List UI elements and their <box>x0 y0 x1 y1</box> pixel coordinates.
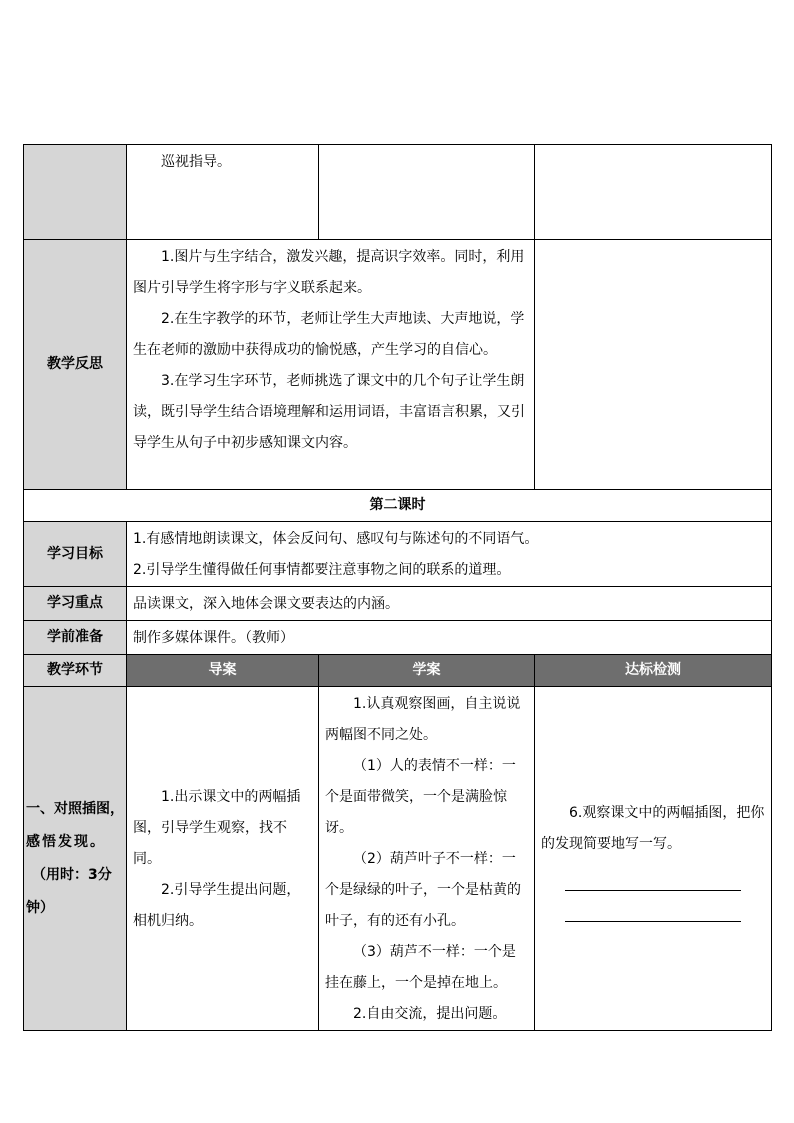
study-item: 1.认真观察图画，自主说说两幅图不同之处。 <box>325 696 521 743</box>
lesson-title: 第二课时 <box>24 490 772 522</box>
reflection-empty-cell <box>535 240 772 490</box>
lesson-title-row <box>24 490 772 522</box>
reflection-row <box>24 240 772 490</box>
focus-text: 品读课文，深入地体会课文要表达的内涵。 <box>127 587 772 621</box>
study-item: （1）人的表情不一样：一个是面带微笑，一个是满脸惊讶。 <box>325 758 516 836</box>
study-item: （2）葫芦叶子不一样：一个是绿绿的叶子，一个是枯黄的叶子，有的还有小孔。 <box>325 851 521 929</box>
goal-item: 2.引导学生懂得做任何事情都要注意事物之间的联系的道理。 <box>133 562 511 578</box>
guide-item: 2.引导学生提出问题，相机归纳。 <box>133 882 301 929</box>
prep-text: 制作多媒体课件。（教师） <box>127 621 772 655</box>
stage-cell <box>24 687 127 1031</box>
guide-cell <box>127 687 319 1031</box>
stage-line: 钟） <box>26 899 54 916</box>
guide-item: 1.出示课文中的两幅插图，引导学生观察，找不同。 <box>133 789 301 867</box>
reflection-content <box>127 240 535 490</box>
prep-label: 学前准备 <box>24 621 127 655</box>
prep-row <box>24 621 772 655</box>
goals-label: 学习目标 <box>24 522 127 587</box>
column-header-row <box>24 655 772 687</box>
stage-line: 感悟发现。 <box>26 833 106 850</box>
header-study: 学案 <box>319 655 535 687</box>
reflection-paragraph: 3.在学习生字环节，老师挑选了课文中的几个句子让学生朗读，既引导学生结合语境理解和运用词语，丰富语言积累，又引导学生从句子中初步感知课文内容。 <box>133 373 525 451</box>
study-item: 2.自由交流，提出问题。 <box>353 1006 507 1022</box>
focus-label: 学习重点 <box>24 587 127 621</box>
focus-row <box>24 587 772 621</box>
header-check: 达标检测 <box>535 655 772 687</box>
header-guide: 导案 <box>127 655 319 687</box>
header-stage: 教学环节 <box>24 655 127 687</box>
continuation-study-cell <box>319 145 535 240</box>
section-row <box>24 687 772 1031</box>
check-cell <box>535 687 772 1031</box>
study-cell <box>319 687 535 1031</box>
reflection-label: 教学反思 <box>24 240 127 490</box>
continuation-text: 巡视指导。 <box>161 154 231 170</box>
goals-content <box>127 522 772 587</box>
answer-line <box>565 921 741 922</box>
continuation-guide-cell <box>127 145 319 240</box>
continuation-row <box>24 145 772 240</box>
stage-line: 一、对照插图， <box>26 800 124 817</box>
stage-line: （用时：3分 <box>32 866 112 883</box>
goal-item: 1.有感情地朗读课文，体会反问句、感叹句与陈述句的不同语气。 <box>133 531 539 547</box>
study-item: （3）葫芦不一样：一个是挂在藤上，一个是掉在地上。 <box>325 944 516 991</box>
reflection-paragraph: 2.在生字教学的环节，老师让学生大声地读、大声地说，学生在老师的激励中获得成功的愉悦感，产生学习的自信心。 <box>133 311 525 358</box>
reflection-paragraph: 1.图片与生字结合，激发兴趣，提高识字效率。同时，利用图片引导学生将字形与字义联系起来。 <box>133 249 525 296</box>
lesson-plan-table <box>23 144 772 1031</box>
check-text: 6.观察课文中的两幅插图，把你的发现简要地写一写。 <box>541 804 765 852</box>
continuation-check-cell <box>535 145 772 240</box>
continuation-label-cell <box>24 145 127 240</box>
goals-row <box>24 522 772 587</box>
